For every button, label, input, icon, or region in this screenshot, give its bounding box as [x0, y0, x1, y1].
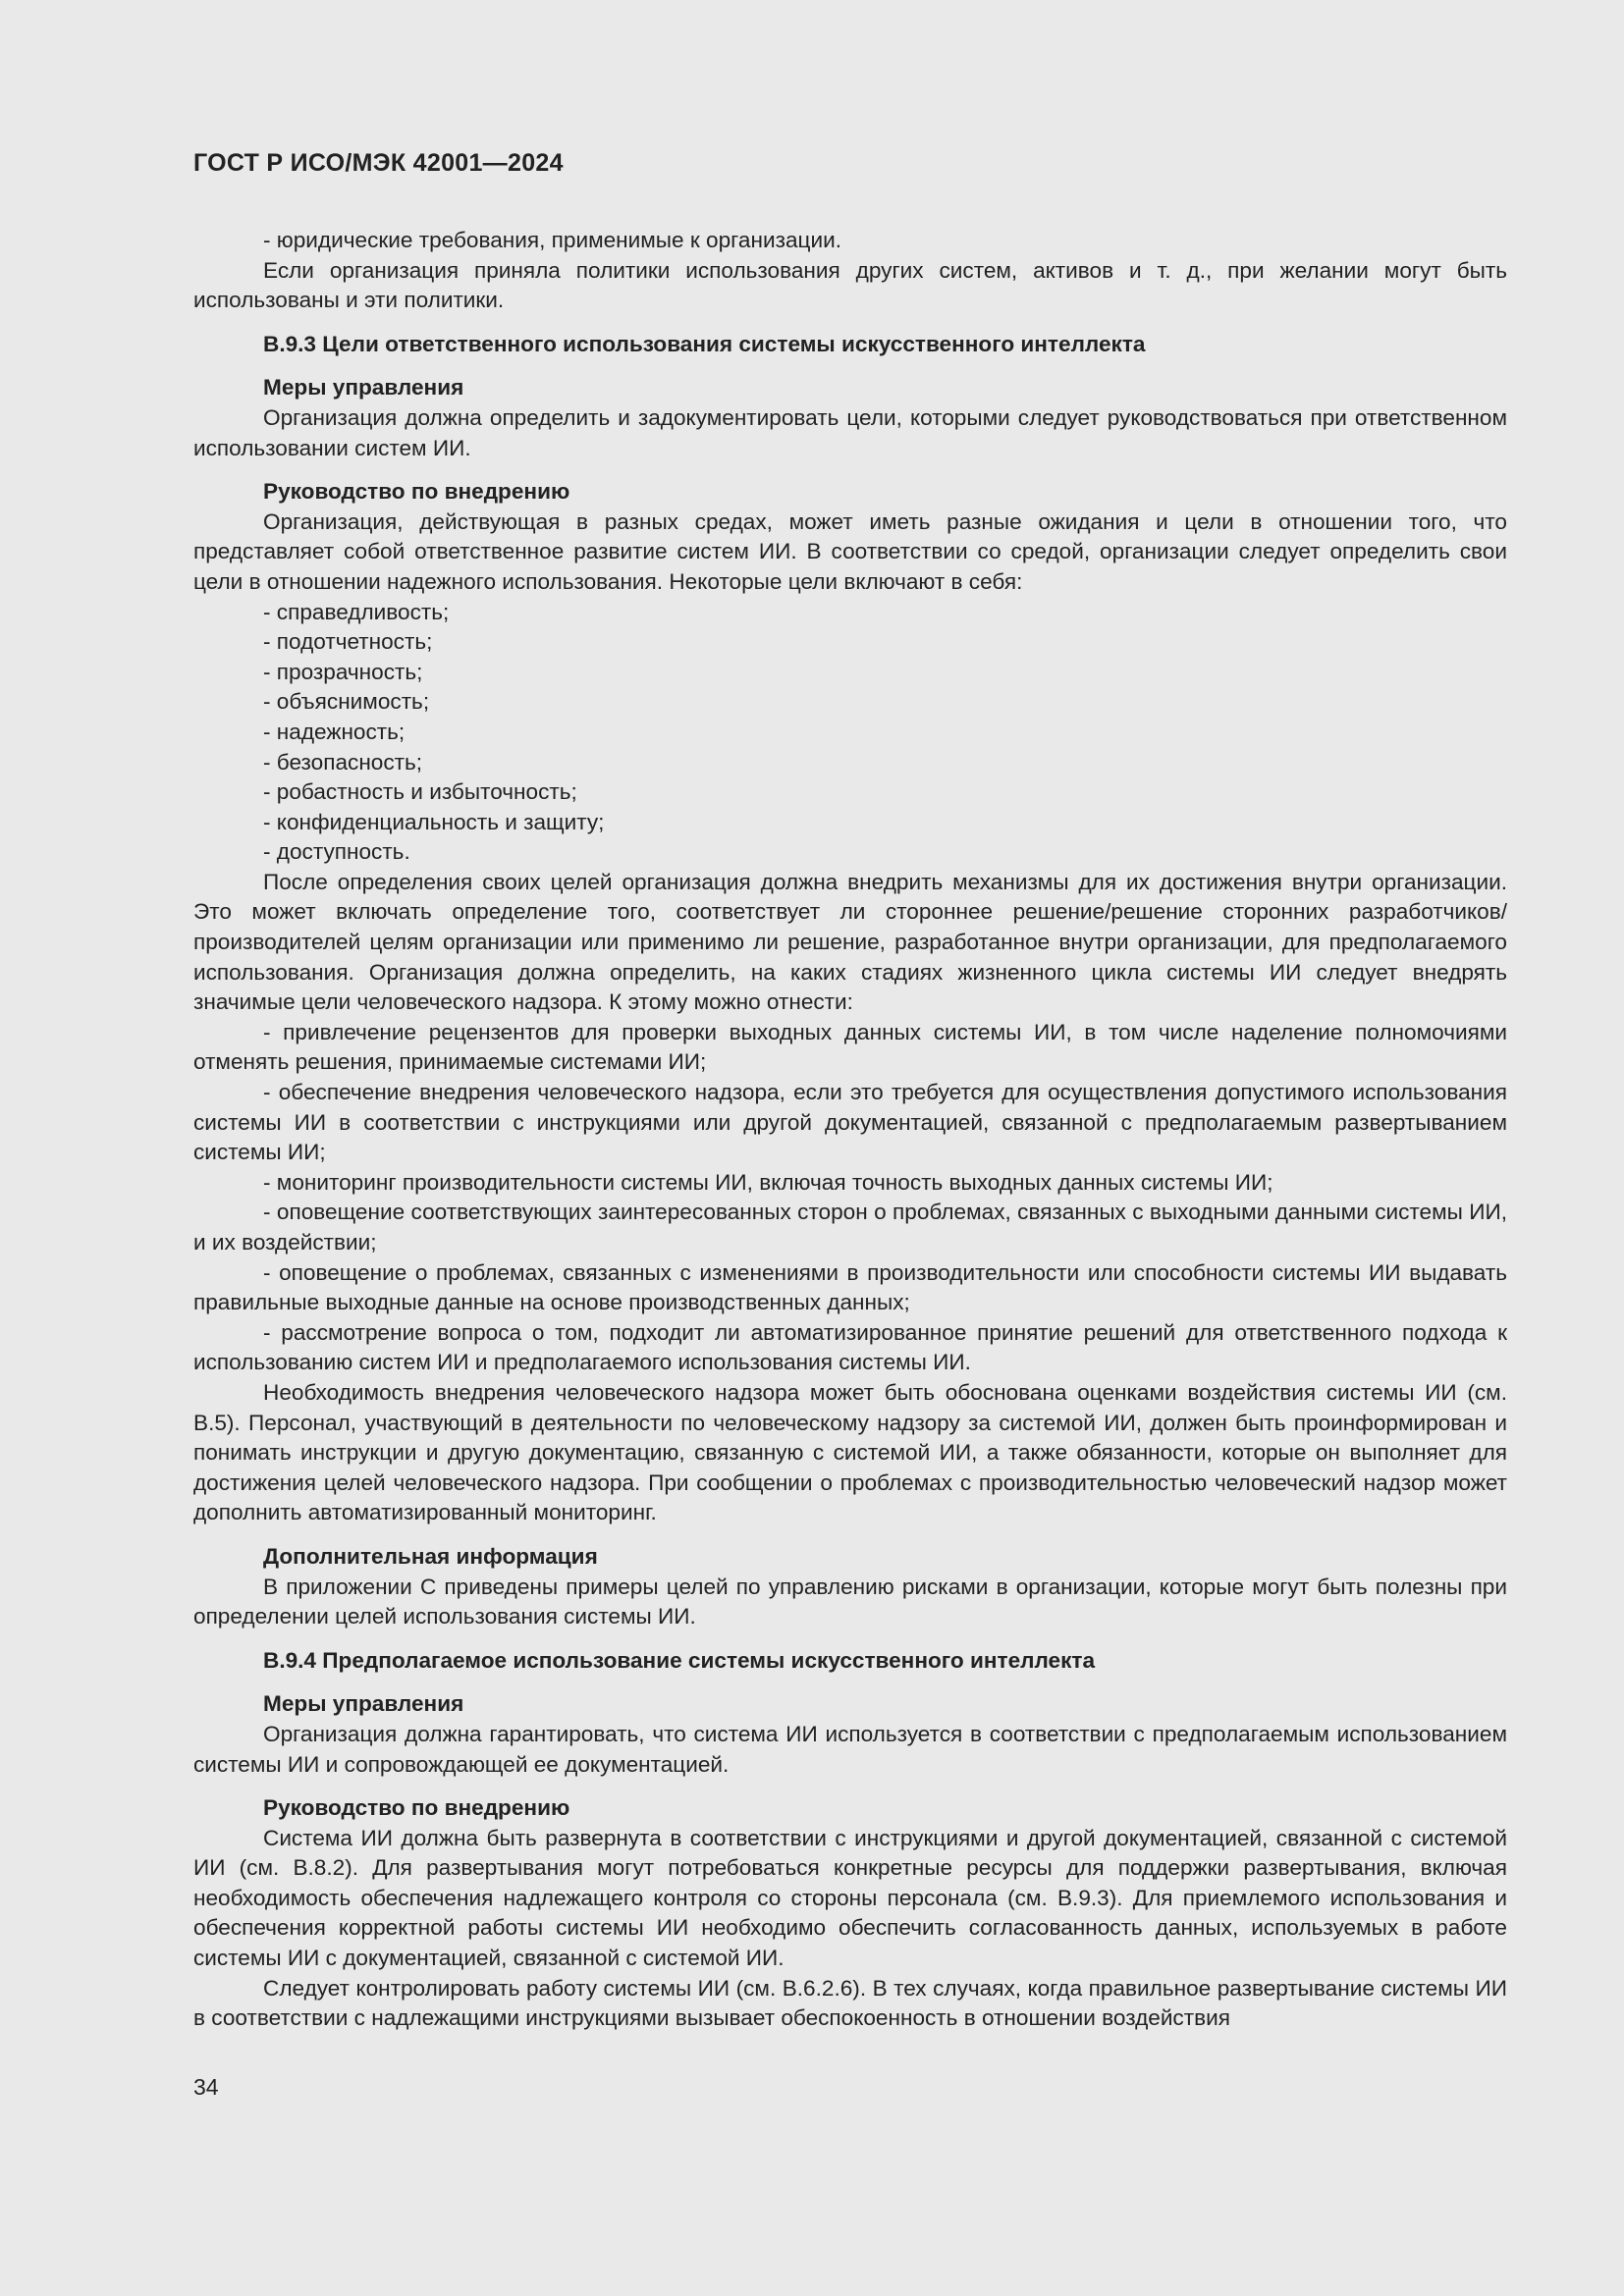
- section-title-b93: B.9.3 Цели ответственного использования системы искусственного интеллекта: [263, 331, 1146, 356]
- paragraph-controls-b93: Организация должна определить и задокументировать цели, которыми следует руководствоваться при ответственном использовании систем ИИ.: [193, 404, 1507, 460]
- list-item: - привлечение рецензентов для проверки выходных данных системы ИИ, в том числе наделение полномочиями отменять решения, принимаемые системами ИИ;: [193, 1019, 1507, 1075]
- list-item: - конфиденциальность и защиту;: [263, 809, 605, 834]
- subheading-guidance-b93: Руководство по внедрению: [263, 479, 570, 505]
- list-item: - оповещение о проблемах, связанных с изменениями в производительности или способности системы ИИ выдавать правильные выходные данные на основе производственных данных;: [193, 1259, 1507, 1315]
- paragraph-controls-b94: Организация должна гарантировать, что система ИИ используется в соответствии с предполагаемым использованием системы ИИ и сопровождающей ее документацией.: [193, 1721, 1507, 1777]
- subheading-controls-b93: Меры управления: [263, 375, 464, 400]
- paragraph-guidance-b94-2: Следует контролировать работу системы ИИ (см. B.6.2.6). В тех случаях, когда правильное развертывание системы ИИ в соответствии с надлежащими инструкциями вызывает обеспокоенность в отношении воздействия: [193, 1975, 1507, 2031]
- paragraph-policies: Если организация приняла политики использования других систем, активов и т. д., при желании могут быть использованы и эти политики.: [193, 257, 1507, 313]
- paragraph-guidance-b93: Организация, действующая в разных средах, может иметь разные ожидания и цели в отношении того, что представляет собой ответственное развитие систем ИИ. В соответствии со средой, организации следует определить свои цели в отношении надежного использования. Некоторые цели включают в себя:: [193, 508, 1507, 594]
- list-item: - обеспечение внедрения человеческого надзора, если это требуется для осуществления допустимого использования системы ИИ в соответствии с инструкциями или другой документацией, связанной с предполагаемым развертыванием системы ИИ;: [193, 1080, 1507, 1165]
- list-item: - рассмотрение вопроса о том, подходит ли автоматизированное принятие решений для ответственного подхода к использованию систем ИИ и предполагаемого использования системы ИИ.: [193, 1319, 1507, 1375]
- list-item: - прозрачность;: [263, 659, 423, 684]
- paragraph-guidance-b94-1: Система ИИ должна быть развернута в соответствии с инструкциями и другой документацией, связанной с системой ИИ (см. B.8.2). Для развертывания могут потребоваться конкретные ресурсы для поддержки развертывания, включая необходимость обеспечения надлежащего контроля со стороны персонала (см. B.9.3). Для приемлемого использования и обеспечения корректной работы системы ИИ необходимо обеспечить согласованность данных, используемых в работе системы ИИ с документацией, связанной с системой ИИ.: [193, 1825, 1507, 1971]
- subheading-additional-info: Дополнительная информация: [263, 1543, 598, 1569]
- oversight-list: [193, 1018, 1507, 1378]
- list-item: - объяснимость;: [263, 689, 430, 715]
- section-title-b94: B.9.4 Предполагаемое использование системы искусственного интеллекта: [263, 1647, 1096, 1673]
- subheading-guidance-b94: Руководство по внедрению: [263, 1795, 570, 1821]
- list-item: - подотчетность;: [263, 629, 433, 655]
- list-item: - надежность;: [263, 719, 406, 744]
- list-item: - мониторинг производительности системы ИИ, включая точность выходных данных системы ИИ;: [263, 1169, 1273, 1195]
- paragraph-after-goals: После определения своих целей организация должна внедрить механизмы для их достижения внутри организации. Это может включать определение того, соответствует ли стороннее решение/решение сторонних разработчиков/производителей целям организации или применимо ли решение, разработанное внутри организации, для предполагаемого использования. Организация должна определить, на каких стадиях жизненного цикла системы ИИ следует внедрять значимые цели человеческого надзора. К этому можно отнести:: [193, 869, 1507, 1015]
- document-header: ГОСТ Р ИСО/МЭК 42001—2024: [193, 149, 564, 177]
- subheading-controls-b94: Меры управления: [263, 1691, 464, 1717]
- list-item: - безопасность;: [263, 749, 423, 774]
- page-content: [193, 226, 1507, 2034]
- list-item: - доступность.: [263, 839, 410, 865]
- list-item: - справедливость;: [263, 599, 450, 624]
- paragraph-necessity: Необходимость внедрения человеческого надзора может быть обоснована оценками воздействия системы ИИ (см. B.5). Персонал, участвующий в деятельности по человеческому надзору за системой ИИ, должен быть проинформирован и понимать инструкции и другую документацию, связанную с системой ИИ, а также обязанности, которые он выполняет для достижения целей человеческого надзора. При сообщении о проблемах с производительностью человеческий надзор может дополнить автоматизированный мониторинг.: [193, 1379, 1507, 1525]
- goals-list: [193, 598, 1507, 868]
- list-item-legal: - юридические требования, применимые к организации.: [263, 228, 841, 252]
- page-number: 34: [193, 2074, 219, 2100]
- paragraph-additional-info: В приложении С приведены примеры целей по управлению рисками в организации, которые могут быть полезны при определении целей использования системы ИИ.: [193, 1574, 1507, 1629]
- list-item: - робастность и избыточность;: [263, 779, 577, 805]
- list-item: - оповещение соответствующих заинтересованных сторон о проблемах, связанных с выходными данными системы ИИ, и их воздействии;: [193, 1200, 1507, 1255]
